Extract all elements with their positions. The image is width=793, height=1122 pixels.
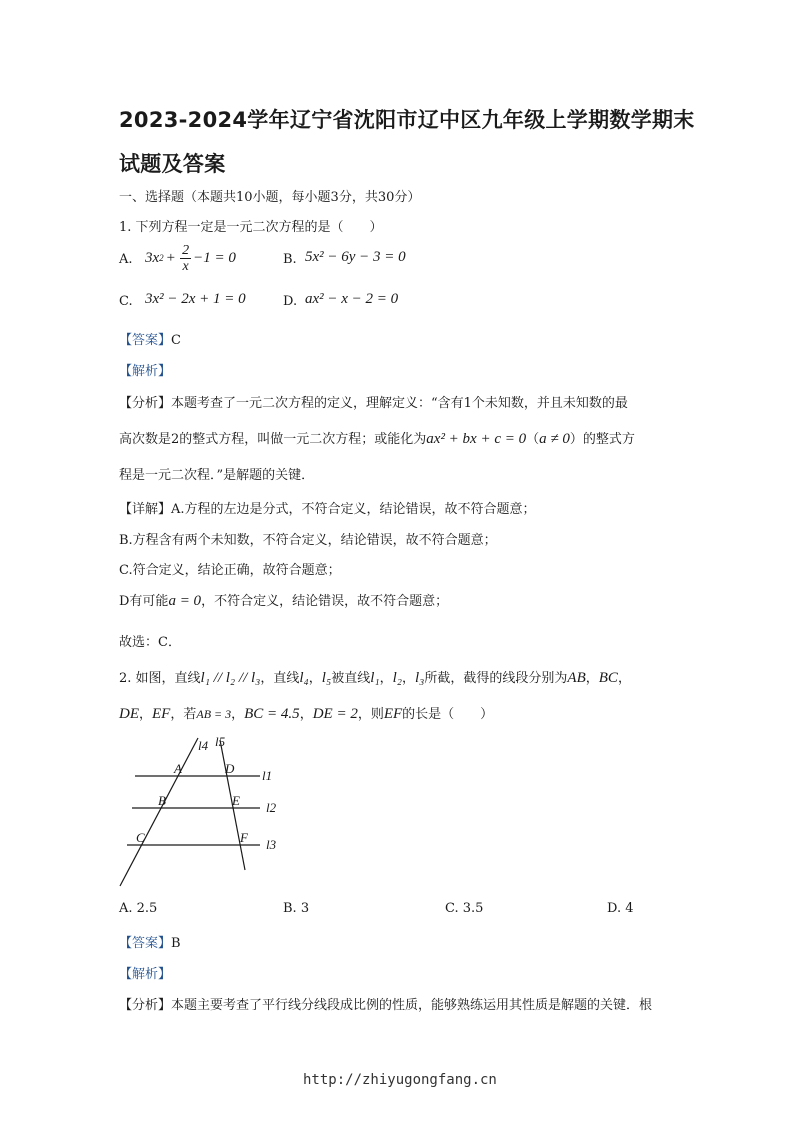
q2-text: 所截，截得的线段分别为 [424, 671, 568, 686]
q1-stem: 1. 下列方程一定是一元二次方程的是（ ） [119, 220, 383, 235]
q1-jiexi-tag: 【解析】 [119, 364, 172, 379]
q2-math: l₁ // l₂ // l₃ [200, 670, 261, 686]
point-f: F [240, 830, 248, 845]
q1-a-plus: + [166, 249, 176, 266]
q2-text: ，则 [357, 707, 384, 722]
q2-math: EF [383, 706, 403, 722]
q1-option-c-expr: 3x² − 2x + 1 = 0 [145, 291, 246, 307]
label-l4: l4 [198, 738, 209, 753]
q2-option-c: C. 3.5 [445, 901, 484, 916]
q2-math: AB = 3 [196, 707, 232, 721]
page-title: 2023-2024学年辽宁省沈阳市辽中区九年级上学期数学期末 [119, 108, 695, 132]
q2-option-d: D. 4 [607, 901, 634, 916]
q2-text: 2. 如图，直线 [119, 671, 201, 686]
label-l2: l2 [266, 800, 277, 815]
fenxi-text: 高次数是2的整式方程，叫做一元二次方程；或能化为 [119, 432, 427, 447]
q2-math: BC [598, 670, 618, 686]
q1-xiangjie-d [119, 590, 448, 610]
q2-stem-line1 [119, 667, 631, 687]
q1-option-b-label: B. [283, 252, 297, 267]
q1-option-b-expr: 5x² − 6y − 3 = 0 [305, 249, 406, 265]
fenxi-math: ax² + bx + c = 0 [426, 431, 527, 447]
point-d: D [225, 761, 235, 776]
q2-option-b: B. 3 [283, 901, 310, 916]
q2-math: BC = 4.5 [244, 706, 300, 722]
q1-a-fraction [180, 243, 191, 274]
answer-value: C [171, 333, 181, 348]
q2-math: l₁ [370, 670, 380, 686]
q1-a-sup: 2 [159, 253, 164, 263]
q2-text: ， [402, 671, 416, 686]
parallel-lines-figure [110, 730, 290, 890]
xiangjie-text: A.方程的左边是分式，不符合定义，结论错误，故不符合题意； [171, 502, 536, 517]
xiangjie-text: ，不符合定义，结论错误，故不符合题意； [201, 594, 449, 609]
q1-xiangjie-b: B.方程含有两个未知数，不符合定义，结论错误，故不符合题意； [119, 533, 497, 548]
fenxi-tag: 【分析】 [119, 396, 172, 411]
line-l4 [120, 738, 198, 886]
fenxi-text: （ [526, 432, 540, 447]
answer-tag: 【答案】 [119, 936, 172, 951]
q1-xiangjie-a [119, 498, 536, 517]
q1-option-c-label: C. [119, 294, 133, 309]
fenxi-math: a ≠ 0 [539, 431, 570, 447]
q2-math: DE = 2 [312, 706, 358, 722]
section-heading: 一、选择题（本题共10小题，每小题3分，共30分） [119, 190, 421, 205]
q2-text: ， [585, 671, 599, 686]
footer-url[interactable]: http://zhiyugongfang.cn [303, 1072, 497, 1088]
q1-option-d-label: D. [283, 294, 298, 309]
q1-fenxi-line2 [119, 428, 635, 448]
q1-a-den: x [182, 258, 189, 274]
q1-fenxi-line1 [119, 392, 628, 411]
q2-text: ， [231, 707, 245, 722]
q1-option-a-label: A. [119, 252, 133, 267]
page-title-line2: 试题及答案 [119, 152, 226, 176]
q1-a-rest: −1 = 0 [193, 249, 236, 266]
label-l3: l3 [266, 837, 277, 852]
q2-text: ， [308, 671, 322, 686]
q1-option-a-expr [145, 240, 236, 276]
fenxi-text: 本题考查了一元二次方程的定义，理解定义：“含有1个未知数，并且未知数的最 [171, 396, 628, 411]
q1-xiangjie-c: C.符合定义，结论正确，故符合题意； [119, 563, 341, 578]
q2-text: ， [139, 707, 153, 722]
point-e: E [232, 793, 240, 808]
xiangjie-tag: 【详解】 [119, 502, 172, 517]
q2-text: ， [299, 707, 313, 722]
q2-text: ，直线 [260, 671, 300, 686]
label-l5: l5 [215, 734, 226, 749]
answer-value: B [171, 936, 181, 951]
answer-tag: 【答案】 [119, 333, 172, 348]
q2-answer [119, 932, 181, 951]
q2-fenxi-line1 [119, 994, 652, 1013]
q2-math: l₄ [299, 670, 309, 686]
fenxi-tag: 【分析】 [119, 998, 172, 1013]
q2-jiexi-tag: 【解析】 [119, 967, 172, 982]
q2-math: l₃ [415, 670, 425, 686]
q2-math: DE [119, 706, 139, 722]
q1-option-d-expr: ax² − x − 2 = 0 [305, 291, 399, 307]
q2-text: 的长是（ ） [402, 707, 494, 722]
q1-guxuan: 故选：C． [119, 635, 181, 650]
q2-text: 被直线 [331, 671, 371, 686]
q2-option-a: A. 2.5 [119, 901, 158, 916]
q2-text: ， [617, 671, 631, 686]
q2-stem-line2 [119, 703, 493, 723]
point-c: C [136, 830, 145, 845]
fenxi-text: 本题主要考查了平行线分线段成比例的性质，能够熟练运用其性质是解题的关键．根 [171, 998, 653, 1013]
fenxi-text: ）的整式方 [569, 432, 635, 447]
q2-text: ， [379, 671, 393, 686]
label-l1: l1 [262, 768, 273, 783]
q1-answer [119, 329, 181, 348]
q2-math: l₂ [392, 670, 402, 686]
q1-a-left: 3x [145, 249, 160, 266]
q2-math: l₅ [321, 670, 332, 686]
xiangjie-math: a = 0 [168, 593, 202, 609]
q2-math: EF [152, 706, 171, 722]
q2-math: AB [567, 670, 586, 686]
q2-text: ，若 [170, 707, 197, 722]
q1-fenxi-line3: 程是一元二次程．”是解题的关键． [119, 468, 315, 483]
point-a: A [174, 761, 182, 776]
q1-a-num: 2 [182, 242, 190, 258]
point-b: B [158, 793, 166, 808]
xiangjie-text: D有可能 [119, 594, 169, 609]
